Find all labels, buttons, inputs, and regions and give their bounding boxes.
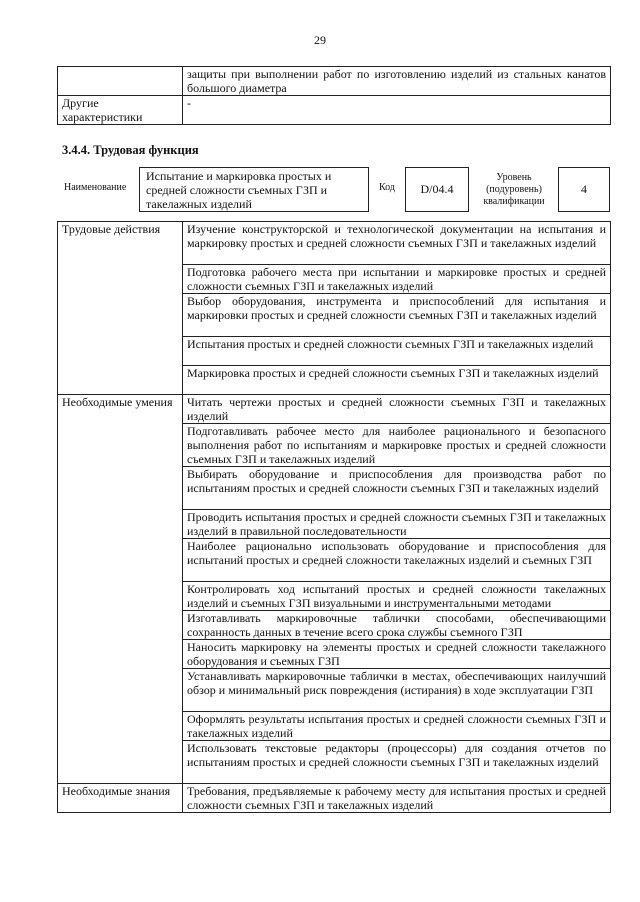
labor-actions-label: Трудовые действия <box>58 222 183 395</box>
skill-item: Читать чертежи простых и средней сложности съемных ГЗП и такелажных изделий <box>183 395 611 424</box>
knowledge-item: Требования, предъявляемые к рабочему месту для испытания простых и средней сложности съемных ГЗП и такелажных изделий <box>183 784 611 813</box>
qualification-level-value: 4 <box>581 182 587 196</box>
table-row <box>58 222 611 265</box>
table-row <box>58 395 611 424</box>
table-cell-text: защиты при выполнении работ по изготовлению изделий из стальных канатов большого диаметра <box>183 67 611 96</box>
other-characteristics-label: Другие характеристики <box>58 96 183 125</box>
skill-item: Наносить маркировку на элементы простых и средней сложности такелажного оборудования и съемных ГЗП <box>183 640 611 669</box>
skill-item: Контролировать ход испытаний простых и средней сложности такелажных изделий и съемных ГЗП визуальными и инструментальными методами <box>183 582 611 611</box>
table-row <box>58 67 611 96</box>
previous-function-table-tail <box>57 66 611 125</box>
table-cell-empty <box>58 67 183 96</box>
page-number: 29 <box>314 33 326 47</box>
code-box <box>405 167 469 212</box>
other-characteristics-value: - <box>183 96 611 125</box>
skill-item: Выбирать оборудование и приспособления для производства работ по испытаниям простых и средней сложности съемных ГЗП и такелажных изделий <box>183 467 611 510</box>
required-skills-label: Необходимые умения <box>58 395 183 784</box>
labor-action-item: Подготовка рабочего места при испытании и маркировке простых и средней сложности съемных ГЗП и такелажных изделий <box>183 265 611 294</box>
code-value: D/04.4 <box>420 182 454 196</box>
skill-item: Устанавливать маркировочные таблички в местах, обеспечивающих наилучший обзор и минимальный риск повреждения (истирания) в ходе эксплуатации ГЗП <box>183 669 611 712</box>
skill-item: Оформлять результаты испытания простых и средней сложности съемных ГЗП и такелажных изделий <box>183 712 611 741</box>
labor-action-item: Изучение конструкторской и технологической документации на испытания и маркировку простых и средней сложности съемных ГЗП и такелажных изделий <box>183 222 611 265</box>
table-row <box>58 784 611 813</box>
skill-item: Проводить испытания простых и средней сложности съемных ГЗП и такелажных изделий в правильной последовательности <box>183 510 611 539</box>
skill-item: Подготавливать рабочее место для наиболее рационального и безопасного выполнения работ по испытаниям и маркировке простых и средней сложности съемных ГЗП и такелажных изделий <box>183 424 611 467</box>
skill-item: Использовать текстовые редакторы (процессоры) для создания отчетов по испытаниям простых и средней сложности съемных ГЗП и такелажных изделий <box>183 741 611 784</box>
labor-function-table <box>57 221 611 813</box>
skill-item: Наиболее рационально использовать оборудование и приспособления для испытаний простых и средней сложности такелажных изделий и съемных ГЗП <box>183 539 611 582</box>
function-name-box <box>139 167 369 212</box>
table-row <box>58 96 611 125</box>
required-knowledge-label: Необходимые знания <box>58 784 183 813</box>
skill-item: Изготавливать маркировочные таблички способами, обеспечивающими сохранность данных в течение всего срока службы съемного ГЗП <box>183 611 611 640</box>
labor-action-item: Испытания простых и средней сложности съемных ГЗП и такелажных изделий <box>183 337 611 366</box>
labor-action-item: Маркировка простых и средней сложности съемных ГЗП и такелажных изделий <box>183 366 611 395</box>
qualification-level-label: Уровень (подуровень) квалификации <box>483 172 545 207</box>
code-label: Код <box>379 182 395 193</box>
section-title: 3.4.4. Трудовая функция <box>62 143 199 157</box>
function-name-value: Испытание и маркировка простых и средней сложности съемных ГЗП и такелажных изделий <box>146 169 332 211</box>
name-label: Наименование <box>64 182 127 193</box>
labor-action-item: Выбор оборудования, инструмента и приспособлений для испытания и маркировки простых и средней сложности съемных ГЗП и такелажных изделий <box>183 294 611 337</box>
qualification-level-box <box>558 167 610 212</box>
